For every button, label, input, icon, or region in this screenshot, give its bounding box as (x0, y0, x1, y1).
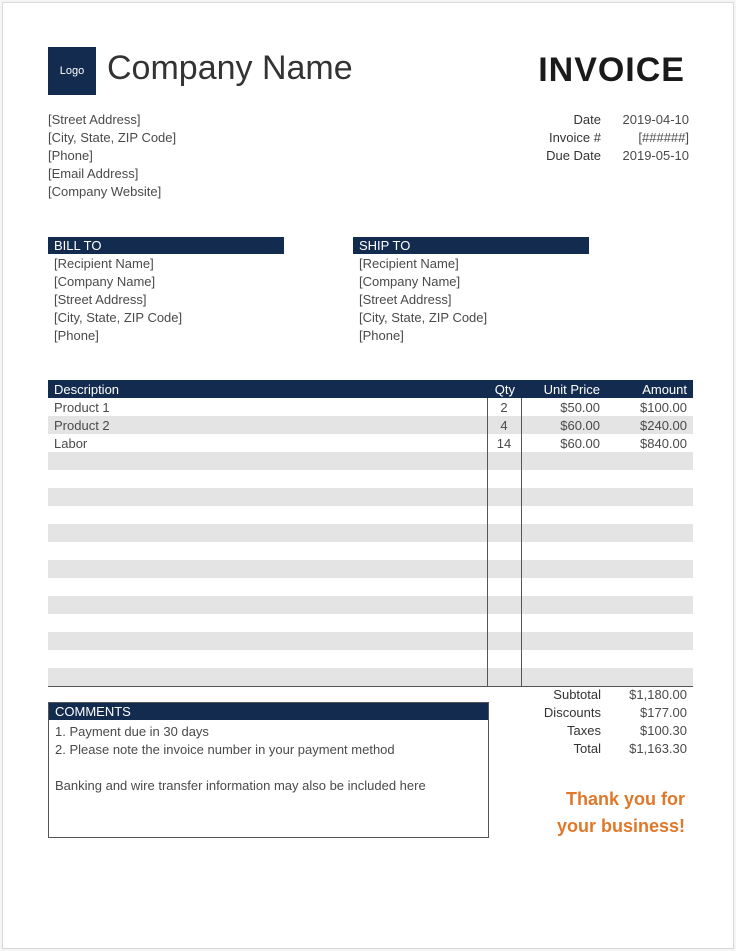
cell-description (48, 560, 487, 578)
thank-you-message (557, 786, 685, 840)
comment-line: 1. Payment due in 30 days (55, 724, 209, 739)
cell-unit-price (521, 650, 606, 668)
table-row (48, 668, 693, 687)
cell-description (48, 524, 487, 542)
cell-amount (606, 506, 693, 524)
cell-unit-price (521, 488, 606, 506)
cell-unit-price: $60.00 (521, 434, 606, 452)
line-items-body (48, 398, 693, 687)
invoice-meta-labels (483, 111, 601, 165)
table-row (48, 488, 693, 506)
company-name: Company Name (107, 49, 353, 87)
address-line: [Email Address] (48, 166, 139, 181)
bill-to-header: BILL TO (48, 237, 284, 254)
cell-amount: $100.00 (640, 399, 687, 415)
total-value: $1,163.30 (629, 741, 687, 756)
cell-unit-price (521, 578, 606, 596)
cell-qty (487, 506, 521, 524)
bill-to-details (54, 255, 182, 345)
cell-unit-price: $50.00 (521, 398, 606, 416)
company-address (48, 111, 176, 201)
comment-line: 2. Please note the invoice number in your payment method (55, 742, 395, 757)
cell-amount: $240.00 (606, 416, 693, 434)
meta-value: [######] (638, 130, 689, 145)
cell-description (48, 596, 487, 614)
taxes-value: $100.30 (640, 723, 687, 738)
cell-description (48, 668, 487, 687)
logo (48, 47, 96, 95)
cell-unit-price (521, 452, 606, 470)
table-row (48, 470, 693, 488)
table-row (48, 452, 693, 470)
cell-unit-price (521, 506, 606, 524)
cell-qty (487, 560, 521, 578)
table-row (48, 596, 693, 614)
meta-label: Invoice # (548, 130, 601, 145)
cell-unit-price (521, 470, 606, 488)
cell-qty (487, 452, 521, 470)
logo-text: Logo (59, 65, 85, 77)
cell-unit-price: $60.00 (521, 416, 606, 434)
cell-amount (606, 596, 693, 614)
cell-description (48, 470, 487, 488)
total-label: Total (573, 741, 601, 756)
cell-qty (487, 614, 521, 632)
cell-amount (606, 542, 693, 560)
cell-unit-price (521, 596, 606, 614)
ship-to-line: [Company Name] (359, 274, 461, 289)
cell-description (48, 488, 487, 506)
cell-amount (606, 650, 693, 668)
cell-qty (487, 524, 521, 542)
totals-labels (483, 686, 601, 758)
comment-line (55, 759, 482, 777)
cell-unit-price (521, 614, 606, 632)
cell-amount (606, 452, 693, 470)
table-row (48, 416, 693, 434)
cell-amount (606, 488, 693, 506)
cell-description (48, 614, 487, 632)
cell-description: Labor (54, 435, 88, 451)
address-line: [Company Website] (48, 184, 162, 199)
comments-body (49, 720, 488, 798)
cell-unit-price (521, 668, 606, 687)
cell-qty (487, 632, 521, 650)
column-header-qty: Qty (487, 380, 521, 398)
bill-to-line: [Company Name] (54, 274, 156, 289)
cell-unit-price (521, 542, 606, 560)
taxes-label: Taxes (567, 723, 601, 738)
table-header-row (48, 380, 693, 398)
cell-qty (487, 470, 521, 488)
cell-description (48, 506, 487, 524)
ship-to-line: [Street Address] (359, 292, 452, 307)
cell-amount (606, 614, 693, 632)
column-header-description: Description (48, 380, 487, 398)
meta-label: Date (573, 112, 601, 127)
cell-description (48, 632, 487, 650)
totals-values (607, 686, 687, 758)
address-line: [Street Address] (48, 112, 141, 127)
cell-qty (487, 668, 521, 687)
table-row (48, 560, 693, 578)
cell-description (48, 452, 487, 470)
comment-line: Banking and wire transfer information may also be included here (55, 778, 426, 793)
address-line: [Phone] (48, 148, 93, 163)
discounts-value: $177.00 (640, 705, 687, 720)
table-row (48, 524, 693, 542)
cell-qty (487, 542, 521, 560)
cell-qty (487, 578, 521, 596)
meta-value: 2019-05-10 (622, 148, 689, 163)
cell-qty: 14 (487, 434, 521, 452)
subtotal-value: $1,180.00 (629, 687, 687, 702)
line-items-table (48, 380, 693, 687)
cell-amount (606, 470, 693, 488)
invoice-title: INVOICE (538, 51, 685, 89)
comments-box (48, 702, 489, 838)
bill-to-line: [City, State, ZIP Code] (54, 310, 183, 325)
meta-label: Due Date (546, 148, 601, 163)
bill-to-line: [Recipient Name] (54, 256, 154, 271)
cell-qty (487, 650, 521, 668)
ship-to-details (359, 255, 487, 345)
column-header-unit-price: Unit Price (521, 380, 606, 398)
cell-qty: 2 (487, 398, 521, 416)
cell-description (48, 650, 487, 668)
cell-description: Product 2 (48, 416, 487, 434)
cell-amount (606, 524, 693, 542)
table-row (48, 506, 693, 524)
table-row (48, 578, 693, 596)
meta-value: 2019-04-10 (622, 112, 689, 127)
thank-you-line: your business! (556, 816, 685, 836)
cell-description (48, 578, 487, 596)
cell-amount (606, 632, 693, 650)
ship-to-line: [Phone] (359, 328, 404, 343)
cell-amount (606, 578, 693, 596)
comments-header: COMMENTS (49, 703, 488, 720)
cell-qty (487, 596, 521, 614)
ship-to-header: SHIP TO (353, 237, 589, 254)
cell-amount (606, 560, 693, 578)
discounts-label: Discounts (543, 705, 601, 720)
table-row (48, 632, 693, 650)
subtotal-label: Subtotal (553, 687, 601, 702)
cell-unit-price (521, 524, 606, 542)
cell-unit-price (521, 560, 606, 578)
cell-qty (487, 488, 521, 506)
address-line: [City, State, ZIP Code] (48, 130, 177, 145)
ship-to-line: [Recipient Name] (359, 256, 459, 271)
cell-unit-price (521, 632, 606, 650)
cell-amount: $840.00 (640, 435, 687, 451)
invoice-page (2, 2, 734, 949)
thank-you-line: Thank you for (565, 789, 685, 809)
ship-to-line: [City, State, ZIP Code] (359, 310, 488, 325)
cell-description: Product 1 (54, 399, 110, 415)
invoice-meta-values (607, 111, 689, 165)
table-row (48, 614, 693, 632)
cell-description (48, 542, 487, 560)
table-row (48, 542, 693, 560)
table-row (48, 434, 693, 452)
table-row (48, 398, 693, 416)
cell-qty: 4 (487, 416, 521, 434)
table-row (48, 650, 693, 668)
bill-to-line: [Phone] (54, 328, 99, 343)
bill-to-line: [Street Address] (54, 292, 147, 307)
cell-amount (606, 668, 693, 687)
column-header-amount: Amount (606, 380, 693, 398)
